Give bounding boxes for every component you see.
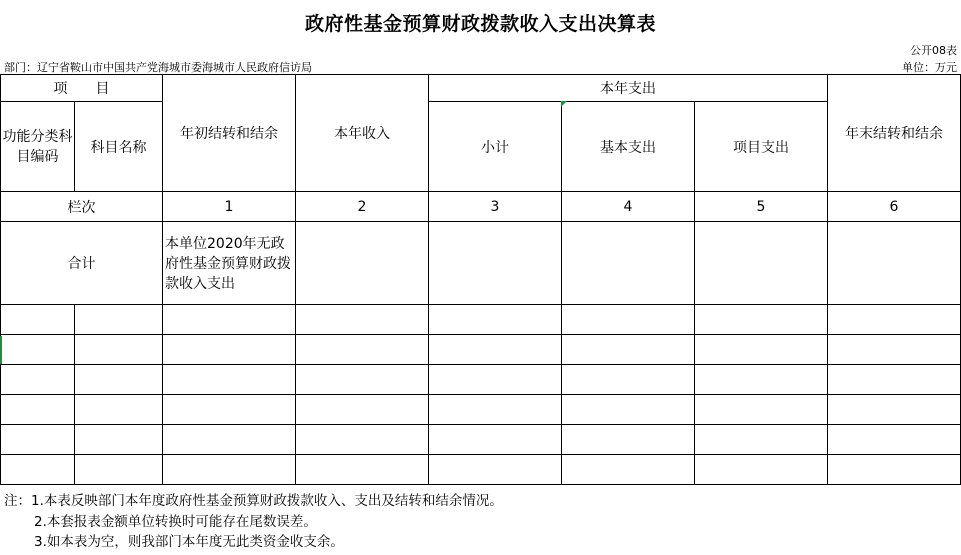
header-func-code[interactable]: 功能分类科目编码 xyxy=(1,102,75,192)
total-cell-4[interactable] xyxy=(562,222,695,305)
total-label[interactable]: 合计 xyxy=(1,222,163,305)
budget-table xyxy=(0,74,961,485)
table-row xyxy=(1,395,961,425)
empty-cell[interactable] xyxy=(429,395,562,425)
department-label: 部门：辽宁省鞍山市中国共产党海城市委海城市人民政府信访局 xyxy=(4,61,312,74)
row-index-3[interactable]: 3 xyxy=(429,192,562,222)
table-row xyxy=(1,335,961,365)
empty-cell[interactable] xyxy=(695,305,828,335)
row-index-1[interactable]: 1 xyxy=(163,192,296,222)
cell-comment-marker xyxy=(561,101,567,107)
unit-label: 单位：万元 xyxy=(902,61,957,74)
empty-cell[interactable] xyxy=(828,455,961,485)
row-index-4[interactable]: 4 xyxy=(562,192,695,222)
row-index-5[interactable]: 5 xyxy=(695,192,828,222)
total-cell-3[interactable] xyxy=(429,222,562,305)
empty-cell[interactable] xyxy=(562,305,695,335)
empty-cell[interactable] xyxy=(1,335,75,365)
empty-cell[interactable] xyxy=(695,335,828,365)
row-index-label[interactable]: 栏次 xyxy=(1,192,163,222)
empty-cell[interactable] xyxy=(562,395,695,425)
row-index-6[interactable]: 6 xyxy=(828,192,961,222)
empty-cell[interactable] xyxy=(429,425,562,455)
empty-cell[interactable] xyxy=(75,455,163,485)
empty-cell[interactable] xyxy=(429,305,562,335)
empty-cell[interactable] xyxy=(429,455,562,485)
empty-cell[interactable] xyxy=(828,335,961,365)
total-cell-5[interactable] xyxy=(695,222,828,305)
row-index-2[interactable]: 2 xyxy=(296,192,429,222)
empty-cell[interactable] xyxy=(296,425,429,455)
empty-cell[interactable] xyxy=(562,335,695,365)
empty-cell[interactable] xyxy=(296,365,429,395)
empty-cell[interactable] xyxy=(429,365,562,395)
empty-cell[interactable] xyxy=(296,335,429,365)
empty-cell[interactable] xyxy=(163,455,296,485)
header-project-expense[interactable]: 项目支出 xyxy=(695,102,828,192)
empty-cell[interactable] xyxy=(562,425,695,455)
note-1: 注：1.本表反映部门本年度政府性基金预算财政拨款收入、支出及结转和结余情况。 xyxy=(4,493,503,509)
empty-cell[interactable] xyxy=(562,365,695,395)
empty-cell[interactable] xyxy=(75,425,163,455)
empty-cell[interactable] xyxy=(695,365,828,395)
empty-cell[interactable] xyxy=(828,365,961,395)
table-row xyxy=(1,365,961,395)
empty-cell[interactable] xyxy=(163,395,296,425)
notes-block xyxy=(4,491,503,553)
empty-cell[interactable] xyxy=(1,305,75,335)
empty-cell[interactable] xyxy=(828,425,961,455)
empty-cell[interactable] xyxy=(1,395,75,425)
table-row xyxy=(1,305,961,335)
empty-cell[interactable] xyxy=(1,455,75,485)
total-cell-6[interactable] xyxy=(828,222,961,305)
note-3: 3.如本表为空，则我部门本年度无此类资金收支余。 xyxy=(34,534,344,550)
header-end-balance[interactable]: 年末结转和结余 xyxy=(828,75,961,192)
empty-cell[interactable] xyxy=(1,425,75,455)
empty-cell[interactable] xyxy=(828,395,961,425)
note-2: 2.本套报表金额单位转换时可能存在尾数误差。 xyxy=(34,513,317,530)
empty-cell[interactable] xyxy=(163,335,296,365)
header-subtotal[interactable]: 小计 xyxy=(429,102,562,192)
empty-cell[interactable] xyxy=(828,305,961,335)
empty-cell[interactable] xyxy=(695,455,828,485)
header-item[interactable]: 项 目 xyxy=(1,75,163,102)
empty-cell[interactable] xyxy=(163,365,296,395)
empty-cell[interactable] xyxy=(296,455,429,485)
empty-cell[interactable] xyxy=(75,395,163,425)
row-selection-marker xyxy=(0,336,2,364)
empty-cell[interactable] xyxy=(163,305,296,335)
empty-cell[interactable] xyxy=(75,365,163,395)
report-title: 政府性基金预算财政拨款收入支出决算表 xyxy=(304,13,656,35)
form-code: 公开08表 xyxy=(910,44,957,57)
table-row xyxy=(1,425,961,455)
empty-cell[interactable] xyxy=(695,395,828,425)
empty-cell[interactable] xyxy=(695,425,828,455)
header-subject-name[interactable]: 科目名称 xyxy=(75,102,163,192)
empty-cell[interactable] xyxy=(296,305,429,335)
header-current-expense[interactable]: 本年支出 xyxy=(429,75,828,102)
empty-cell[interactable] xyxy=(296,395,429,425)
empty-cell[interactable] xyxy=(163,425,296,455)
total-note-cell[interactable]: 本单位2020年无政府性基金预算财政拨款收入支出 xyxy=(163,222,296,305)
header-current-income[interactable]: 本年收入 xyxy=(296,75,429,192)
empty-cell[interactable] xyxy=(429,335,562,365)
empty-cell[interactable] xyxy=(1,365,75,395)
table-row xyxy=(1,455,961,485)
empty-cell[interactable] xyxy=(75,335,163,365)
empty-cell[interactable] xyxy=(562,455,695,485)
total-cell-2[interactable] xyxy=(296,222,429,305)
header-begin-balance[interactable]: 年初结转和结余 xyxy=(163,75,296,192)
empty-cell[interactable] xyxy=(75,305,163,335)
header-basic-expense[interactable]: 基本支出 xyxy=(562,102,695,192)
